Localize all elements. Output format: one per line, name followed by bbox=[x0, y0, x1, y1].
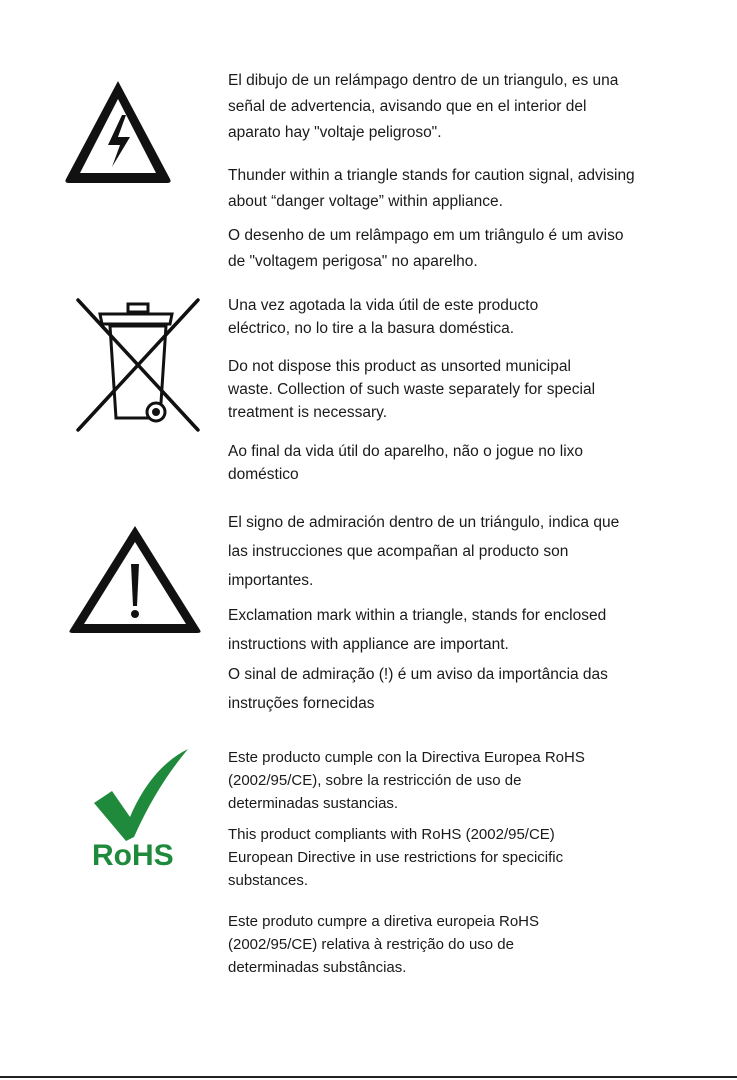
voltage-warning-spanish: El dibujo de un relámpago dentro de un triangulo, es una señal de advertencia, avisando que en el interior del aparato hay "voltaje peligroso". bbox=[228, 72, 619, 141]
weee-disposal-spanish: Una vez agotada la vida útil de este producto eléctrico, no lo tire a la basura doméstica. bbox=[228, 297, 539, 337]
voltage-warning-english: Thunder within a triangle stands for caution signal, advising about “danger voltage” within appliance. bbox=[228, 167, 635, 210]
high-voltage-warning-icon bbox=[60, 75, 176, 187]
crossed-out-wheelie-bin-icon bbox=[70, 290, 205, 435]
rohs-spanish: Este producto cumple con la Directiva Europea RoHS (2002/95/CE), sobre la restricción de uso de determinadas sustancias. bbox=[228, 749, 585, 812]
page-bottom-rule bbox=[0, 1076, 737, 1078]
voltage-warning-portuguese: O desenho de um relâmpago em um triângulo é um aviso de "voltagem perigosa" no aparelho. bbox=[228, 227, 624, 270]
rohs-portuguese: Este produto cumpre a diretiva europeia RoHS (2002/95/CE) relativa à restrição do uso de determinadas substâncias. bbox=[228, 913, 540, 976]
rohs-english: This product compliants with RoHS (2002/95/CE) European Directive in use restrictions for specicific substances. bbox=[228, 826, 564, 889]
weee-disposal-portuguese: Ao final da vida útil do aparelho, não o jogue no lixo doméstico bbox=[228, 443, 584, 483]
svg-text:RoHS: RoHS bbox=[92, 839, 174, 872]
instructions-warning-english: Exclamation mark within a triangle, stands for enclosed instructions with appliance are important. bbox=[228, 607, 607, 653]
instructions-warning-portuguese: O sinal de admiração (!) é um aviso da importância das instruções fornecidas bbox=[228, 666, 608, 712]
rohs-checkmark-icon bbox=[90, 745, 195, 875]
instructions-warning-spanish: El signo de admiración dentro de un triángulo, indica que las instrucciones que acompañan al producto son importantes. bbox=[228, 514, 620, 589]
weee-disposal-english: Do not dispose this product as unsorted municipal waste. Collection of such waste separately for special treatment is necessary. bbox=[228, 358, 596, 421]
exclamation-warning-icon bbox=[66, 522, 204, 636]
